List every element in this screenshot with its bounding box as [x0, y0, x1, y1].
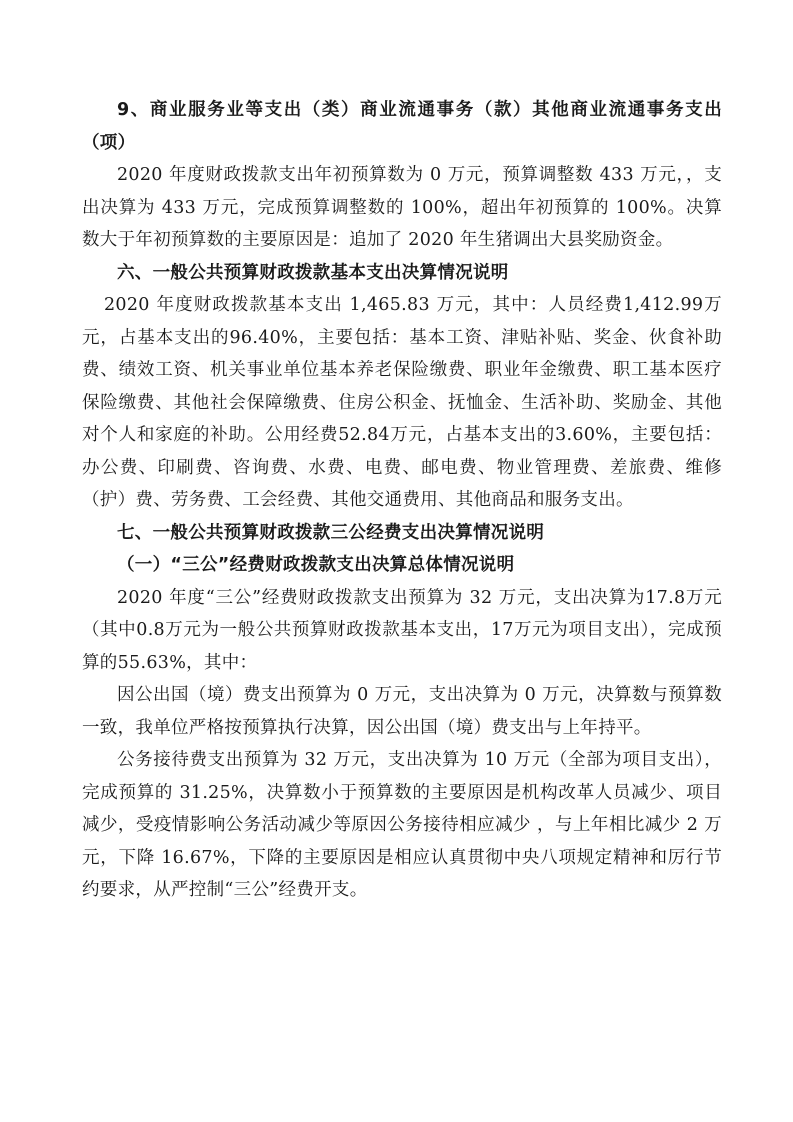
paragraph-three-public-overview: 2020 年度“三公”经费财政拨款支出预算为 32 万元，支出决算为17.8万元（其中0.8万元为一般公共预算财政拨款基本支出，17万元为项目支出），完成预算的55.63%，其中：: [82, 587, 722, 673]
document-body: [82, 94, 722, 907]
heading-three-public-expenditure: 七、一般公共预算财政拨款三公经费支出决算情况说明: [117, 522, 545, 543]
paragraph-commerce-budget: 2020 年度财政拨款支出年初预算数为 0 万元，预算调整数 433 万元，，支出决算为 433 万元，完成预算调整数的 100%，超出年初预算的 100%。决算数大于年初预算数的主要原因是：追加了 2020 年生猪调出大县奖励资金。: [82, 165, 722, 250]
heading-commerce-expenditure: 9、商业服务业等支出（类）商业流通事务（款）其他商业流通事务支出（项）: [82, 100, 722, 153]
heading-basic-expenditure: 六、一般公共预算财政拨款基本支出决算情况说明: [117, 262, 509, 283]
paragraph-overseas-travel: 因公出国（境）费支出预算为 0 万元，支出决算为 0 万元，决算数与预算数一致，我单位严格按预算执行决算，因公出国（境）费支出与上年持平。: [82, 685, 722, 738]
paragraph-basic-expenditure: 2020 年度财政拨款基本支出 1,465.83 万元，其中：人员经费1,412.99万元，占基本支出的96.40%，主要包括：基本工资、津贴补贴、奖金、伙食补助费、绩效工资、机关事业单位基本养老保险缴费、职业年金缴费、职工基本医疗保险缴费、其他社会保障缴费、住房公积金、抚恤金、生活补助、奖励金、其他对个人和家庭的补助。公用经费52.84万元，占基本支出的3.60%，主要包括：办公费、印刷费、咨询费、水费、电费、邮电费、物业管理费、差旅费、维修（护）费、劳务费、工会经费、其他交通费用、其他商品和服务支出。: [82, 295, 722, 510]
paragraph-official-reception: 公务接待费支出预算为 32 万元，支出决算为 10 万元（全部为项目支出），完成预算的 31.25%，决算数小于预算数的主要原因是机构改革人员减少、项目减少，受疫情影响公务活动减少等原因公务接待相应减少 ，与上年相比减少 2 万元，下降 16.67%，下降的主要原因是相应认真贯彻中央八项规定精神和厉行节约要求，从严控制“三公”经费开支。: [82, 750, 722, 900]
subheading-three-public-overview: （一）“三公”经费财政拨款支出决算总体情况说明: [117, 555, 515, 575]
